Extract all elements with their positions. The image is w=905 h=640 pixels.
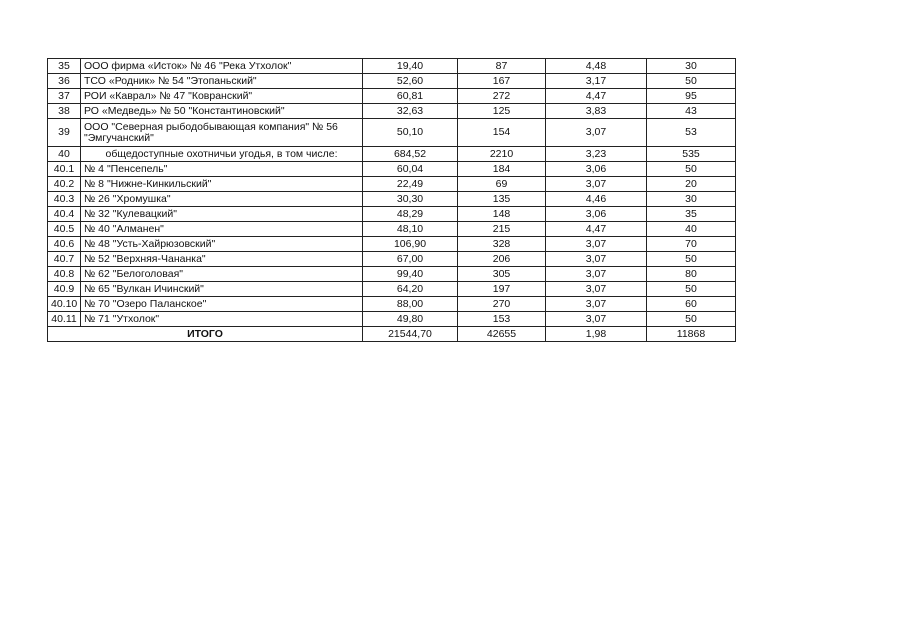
quota-value: 60 — [647, 297, 736, 312]
area-value: 48,29 — [363, 207, 458, 222]
area-name: № 70 "Озеро Паланское" — [81, 297, 363, 312]
density-value: 3,17 — [546, 74, 647, 89]
row-number: 38 — [48, 104, 81, 119]
area-value: 106,90 — [363, 237, 458, 252]
quota-value: 50 — [647, 74, 736, 89]
quota-value: 70 — [647, 237, 736, 252]
row-number: 40.1 — [48, 162, 81, 177]
table-row — [48, 222, 736, 237]
area-name: № 40 "Алманен" — [81, 222, 363, 237]
row-number: 39 — [48, 119, 81, 147]
row-number: 40.2 — [48, 177, 81, 192]
count-value: 154 — [458, 119, 546, 147]
area-name: № 4 "Пенсепель" — [81, 162, 363, 177]
quota-value: 30 — [647, 59, 736, 74]
row-number: 40.10 — [48, 297, 81, 312]
count-value: 87 — [458, 59, 546, 74]
count-value: 167 — [458, 74, 546, 89]
count-value: 2210 — [458, 147, 546, 162]
area-value: 67,00 — [363, 252, 458, 267]
count-value: 272 — [458, 89, 546, 104]
row-number: 37 — [48, 89, 81, 104]
quota-value: 35 — [647, 207, 736, 222]
row-number: 40.9 — [48, 282, 81, 297]
row-number: 40.11 — [48, 312, 81, 327]
table-row — [48, 59, 736, 74]
table-row — [48, 147, 736, 162]
table-row — [48, 89, 736, 104]
count-value: 197 — [458, 282, 546, 297]
area-value: 49,80 — [363, 312, 458, 327]
quota-value: 80 — [647, 267, 736, 282]
total-area: 21544,70 — [363, 327, 458, 342]
area-name: РОИ «Каврал» № 47 "Ковранский" — [81, 89, 363, 104]
area-name: № 26 "Хромушка" — [81, 192, 363, 207]
density-value: 3,23 — [546, 147, 647, 162]
table-row — [48, 282, 736, 297]
total-row — [48, 327, 736, 342]
area-name: № 8 "Нижне-Кинкильский" — [81, 177, 363, 192]
row-number: 40.8 — [48, 267, 81, 282]
density-value: 3,07 — [546, 267, 647, 282]
table-row — [48, 162, 736, 177]
area-value: 99,40 — [363, 267, 458, 282]
density-value: 3,07 — [546, 282, 647, 297]
count-value: 125 — [458, 104, 546, 119]
row-number: 40 — [48, 147, 81, 162]
quota-value: 50 — [647, 282, 736, 297]
count-value: 305 — [458, 267, 546, 282]
quota-value: 50 — [647, 312, 736, 327]
row-number: 35 — [48, 59, 81, 74]
total-quota: 11868 — [647, 327, 736, 342]
table-row — [48, 119, 736, 147]
area-name: ООО "Северная рыбодобывающая компания" № 56 "Эмгучанский" — [81, 119, 363, 147]
table-row — [48, 207, 736, 222]
density-value: 3,07 — [546, 312, 647, 327]
count-value: 135 — [458, 192, 546, 207]
density-value: 3,07 — [546, 297, 647, 312]
area-name: ООО фирма «Исток» № 46 "Река Утхолок" — [81, 59, 363, 74]
quota-value: 43 — [647, 104, 736, 119]
quota-value: 50 — [647, 162, 736, 177]
area-name: № 52 "Верхняя-Чананка" — [81, 252, 363, 267]
row-number: 40.4 — [48, 207, 81, 222]
area-value: 64,20 — [363, 282, 458, 297]
data-table — [47, 58, 736, 342]
area-value: 52,60 — [363, 74, 458, 89]
area-value: 60,04 — [363, 162, 458, 177]
quota-value: 50 — [647, 252, 736, 267]
row-number: 40.6 — [48, 237, 81, 252]
table-row — [48, 104, 736, 119]
density-value: 4,47 — [546, 89, 647, 104]
density-value: 4,46 — [546, 192, 647, 207]
density-value: 3,07 — [546, 237, 647, 252]
area-name: № 32 "Кулевацкий" — [81, 207, 363, 222]
quota-value: 95 — [647, 89, 736, 104]
density-value: 3,07 — [546, 177, 647, 192]
count-value: 328 — [458, 237, 546, 252]
area-name: № 65 "Вулкан Ичинский" — [81, 282, 363, 297]
density-value: 4,48 — [546, 59, 647, 74]
density-value: 3,06 — [546, 162, 647, 177]
row-number: 40.7 — [48, 252, 81, 267]
area-name: РО «Медведь» № 50 "Константиновский" — [81, 104, 363, 119]
total-count: 42655 — [458, 327, 546, 342]
table-row — [48, 267, 736, 282]
table-row — [48, 177, 736, 192]
area-value: 684,52 — [363, 147, 458, 162]
density-value: 4,47 — [546, 222, 647, 237]
area-name: ТСО «Родник» № 54 "Этопаньский" — [81, 74, 363, 89]
count-value: 270 — [458, 297, 546, 312]
quota-value: 535 — [647, 147, 736, 162]
area-value: 48,10 — [363, 222, 458, 237]
area-value: 22,49 — [363, 177, 458, 192]
row-number: 40.5 — [48, 222, 81, 237]
row-number: 40.3 — [48, 192, 81, 207]
count-value: 206 — [458, 252, 546, 267]
area-name: № 48 "Усть-Хайрюзовский" — [81, 237, 363, 252]
count-value: 153 — [458, 312, 546, 327]
density-value: 3,83 — [546, 104, 647, 119]
table-row — [48, 252, 736, 267]
quota-value: 53 — [647, 119, 736, 147]
area-value: 19,40 — [363, 59, 458, 74]
area-name: № 71 "Утхолок" — [81, 312, 363, 327]
area-value: 88,00 — [363, 297, 458, 312]
density-value: 3,06 — [546, 207, 647, 222]
table-row — [48, 312, 736, 327]
quota-value: 40 — [647, 222, 736, 237]
area-name: № 62 "Белоголовая" — [81, 267, 363, 282]
area-value: 32,63 — [363, 104, 458, 119]
count-value: 69 — [458, 177, 546, 192]
area-value: 60,81 — [363, 89, 458, 104]
quota-value: 30 — [647, 192, 736, 207]
table-row — [48, 192, 736, 207]
row-number: 36 — [48, 74, 81, 89]
quota-value: 20 — [647, 177, 736, 192]
area-name: общедоступные охотничьи угодья, в том числе: — [81, 147, 363, 162]
area-value: 30,30 — [363, 192, 458, 207]
table-row — [48, 297, 736, 312]
total-label: ИТОГО — [48, 327, 363, 342]
count-value: 184 — [458, 162, 546, 177]
table-row — [48, 74, 736, 89]
density-value: 3,07 — [546, 252, 647, 267]
area-value: 50,10 — [363, 119, 458, 147]
count-value: 215 — [458, 222, 546, 237]
total-density: 1,98 — [546, 327, 647, 342]
table-row — [48, 237, 736, 252]
density-value: 3,07 — [546, 119, 647, 147]
count-value: 148 — [458, 207, 546, 222]
